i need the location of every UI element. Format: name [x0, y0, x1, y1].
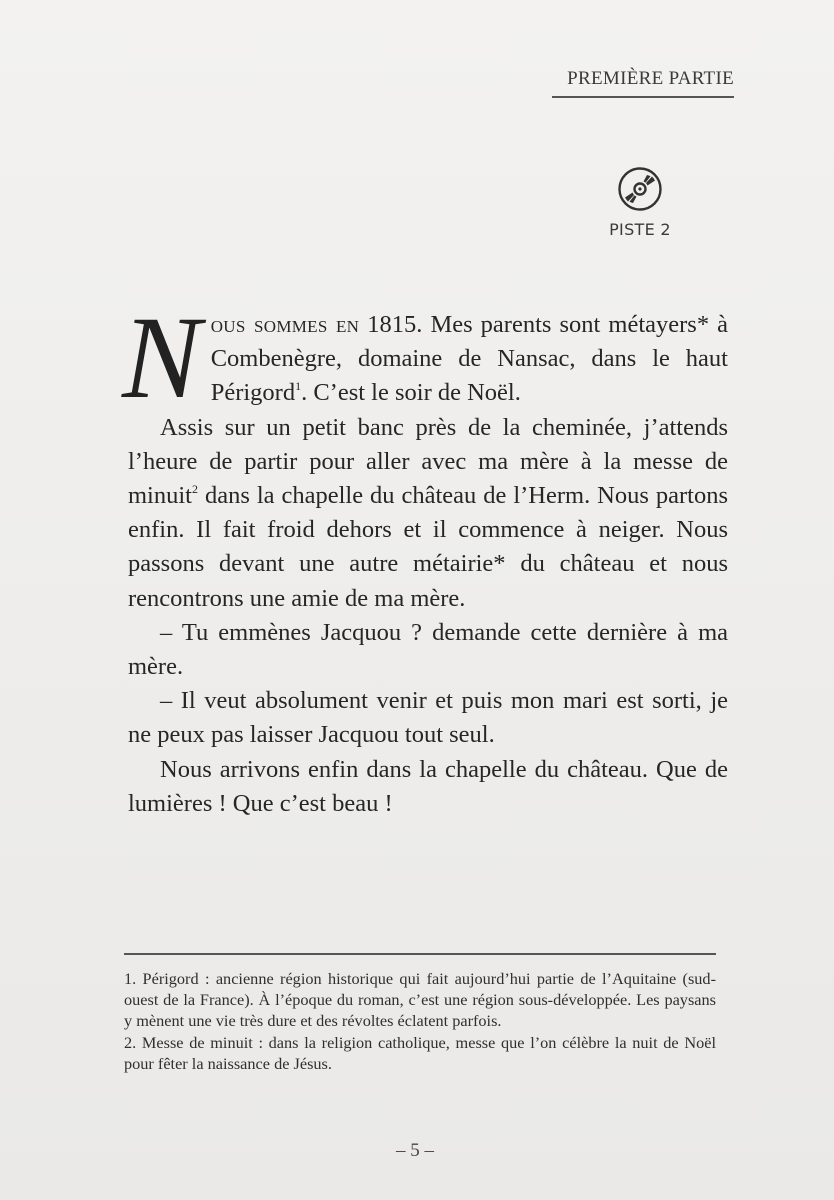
- dialogue-line: – Tu emmènes Jacquou ? demande cette dernière à ma mère.: [128, 618, 728, 681]
- dialogue-line: – Il veut absolument venir et puis mon mari est sorti, je ne peux pas laisser Jacquou tout seul.: [128, 687, 728, 749]
- footnotes: [124, 968, 716, 1074]
- paragraph: [128, 411, 728, 616]
- text-run: 1815. Mes parents sont métayers* à Combenègre, domaine de Nansac, dans le haut Périgord: [210, 311, 728, 407]
- footnote-rule: [124, 953, 716, 955]
- text-run: dans la chapelle du château de l’Herm. Nous partons enfin. Il fait froid dehors et il commence à neiger. Nous passons devant une autre métairie* du château et nous rencontrons une amie de ma mère.: [128, 482, 728, 612]
- footnote: 1. Périgord : ancienne région historique qui fait aujourd’hui partie de l’Aquitaine (sud-ouest de la France). À l’époque du roman, c’est une région sous-développée. Les paysans y mènent une vie très dure et des révoltes éclatent parfois.: [124, 969, 716, 1031]
- footnote-ref[interactable]: 2: [191, 482, 198, 497]
- page-number: – 5 –: [396, 1140, 434, 1161]
- paragraph: [122, 292, 728, 423]
- drop-cap: N: [122, 292, 201, 423]
- footnote: 2. Messe de minuit : dans la religion catholique, messe que l’on célèbre la nuit de Noël pour fêter la naissance de Jésus.: [124, 1032, 716, 1073]
- cd-icon: [617, 166, 663, 212]
- footnote-ref[interactable]: 1: [295, 379, 302, 394]
- paragraph: Nous arrivons enfin dans la chapelle du château. Que de lumières ! Que c’est beau !: [128, 755, 728, 817]
- text-run: Assis sur un petit banc près de la cheminée, j’attends l’heure de partir pour aller avec ma mère à la messe de minuit: [128, 413, 728, 510]
- audio-track-marker: [600, 166, 680, 239]
- running-title: PREMIÈRE PARTIE: [567, 68, 734, 89]
- track-label: PISTE 2: [609, 220, 671, 239]
- chapter-text: [122, 292, 728, 821]
- opening-smallcaps: ous sommes en: [210, 311, 360, 338]
- text-run: . C’est le soir de Noël.: [301, 379, 521, 407]
- running-title-rule: [552, 96, 734, 98]
